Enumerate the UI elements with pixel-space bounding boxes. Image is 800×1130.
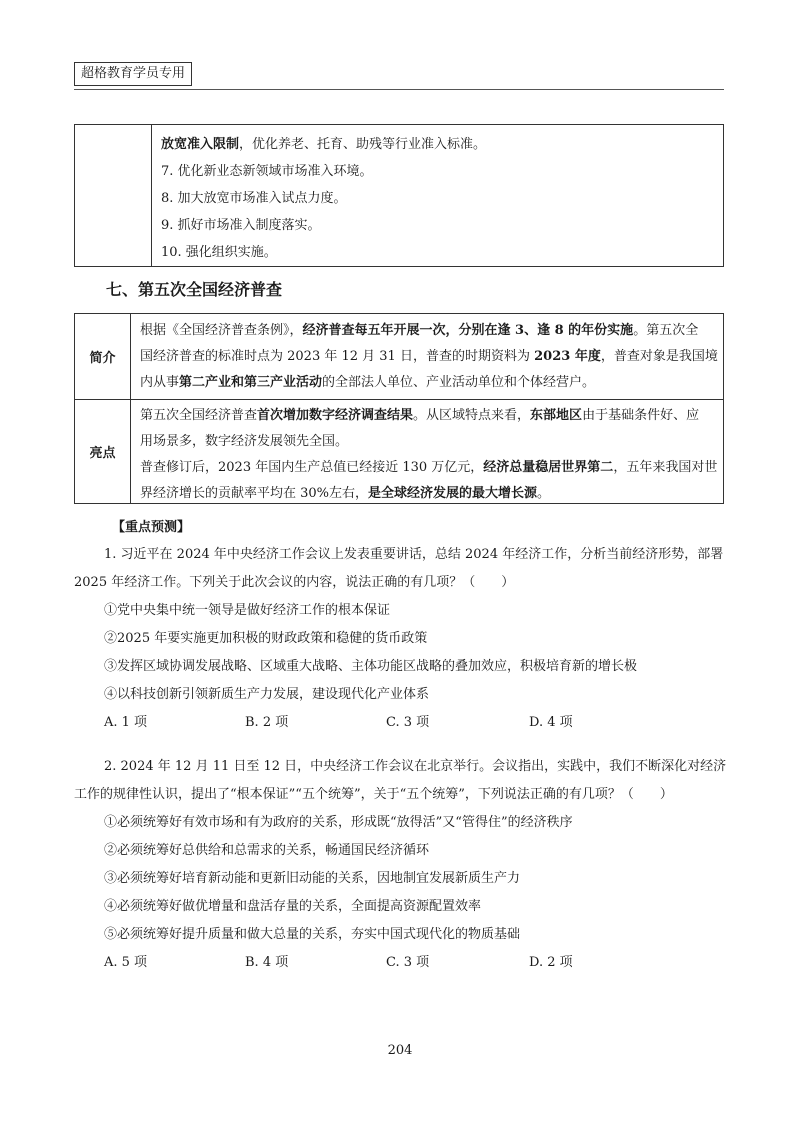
- text: 普查修订后，2023 年国内生产总值已经接近 130 万亿元，: [140, 460, 484, 475]
- question-stem: 2025 年经济工作。下列关于此次会议的内容，说法正确的有几项？（ ）: [74, 575, 515, 590]
- question-stem: 工作的规律性认识，提出了“根本保证”“五个统筹”，关于“五个统筹”，下列说法正确的有几项？（ ）: [74, 787, 673, 802]
- answer-choices: [74, 949, 734, 977]
- choice-d: D. 2 项: [529, 955, 573, 970]
- choice-a: A. 5 项: [104, 955, 148, 970]
- table-left-column: [75, 125, 152, 266]
- question-2: [74, 753, 734, 977]
- option: ③发挥区域协调发展战略、区域重大战略、主体功能区战略的叠加效应，积极培育新的增长极: [104, 659, 638, 674]
- text: 由于基础条件好、应: [582, 408, 700, 423]
- text: 。: [537, 486, 551, 501]
- table-row: [75, 314, 723, 400]
- header-divider: [74, 89, 724, 90]
- choice-a: A. 1 项: [104, 715, 148, 730]
- census-table: [74, 313, 724, 504]
- text: 内从事: [140, 375, 180, 390]
- bold-text: 东部地区: [530, 408, 583, 423]
- bold-text: 放宽准入限制: [161, 137, 240, 152]
- table-row: [75, 399, 723, 503]
- choice-c: C. 3 项: [386, 715, 430, 730]
- option: ①党中央集中统一领导是做好经济工作的根本保证: [104, 603, 391, 618]
- bold-text: 首次增加数字经济调查结果: [257, 408, 414, 423]
- page-number: 204: [387, 1043, 413, 1058]
- table-line: [161, 131, 715, 158]
- option: ②必须统筹好总供给和总需求的关系，畅通国民经济循环: [104, 843, 430, 858]
- table-content: [161, 131, 715, 266]
- bold-text: 经济总量稳居世界第二: [483, 460, 614, 475]
- intro-text: [140, 318, 717, 396]
- answer-choices: [74, 709, 734, 737]
- market-access-table: [74, 124, 724, 267]
- section-title: 七、第五次全国经济普查: [106, 280, 283, 299]
- highlight-label: 亮点: [75, 399, 131, 503]
- text: 根据《全国经济普查条例》，: [140, 323, 303, 338]
- text: 第五次全国经济普查: [140, 408, 258, 423]
- option: ⑤必须统筹好提升质量和做大总量的关系，夯实中国式现代化的物质基础: [104, 927, 521, 942]
- intro-label: 简介: [75, 314, 131, 399]
- choice-b: B. 4 项: [245, 955, 289, 970]
- question-stem: 1. 习近平在 2024 年中央经济工作会议上发表重要讲话，总结 2024 年经济工作，分析当前经济形势，部署: [104, 547, 724, 562]
- text: ，普查对象是我国境: [600, 349, 718, 364]
- question-1: [74, 541, 734, 737]
- bold-text: 第二产业和第三产业活动: [179, 375, 323, 390]
- text: 用场景多，数字经济发展领先全国。: [140, 434, 349, 449]
- option: ④以科技创新引领新质生产力发展，建设现代化产业体系: [104, 687, 430, 702]
- choice-c: C. 3 项: [386, 955, 430, 970]
- option: ①必须统筹好有效市场和有为政府的关系，形成既“放得活”又“管得住”的经济秩序: [104, 815, 573, 830]
- bold-text: 经济普查每五年开展一次，分别在逢 3、逢 8 的年份实施: [302, 323, 634, 338]
- option: ②2025 年要实施更加积极的财政政策和稳健的货币政策: [104, 631, 428, 646]
- bold-text: 是全球经济发展的最大增长源: [368, 486, 538, 501]
- text: ，优化养老、托育、助残等行业准入标准。: [239, 137, 487, 152]
- text: 界经济增长的贡献率平均在 30%左右，: [140, 486, 369, 501]
- option: ③必须统筹好培育新动能和更新旧动能的关系，因地制宜发展新质生产力: [104, 871, 521, 886]
- question-stem: 2. 2024 年 12 月 11 日至 12 日，中央经济工作会议在北京举行。会议指出，实践中，我们不断深化对经济: [104, 759, 727, 774]
- text: 国经济普查的标准时点为 2023 年 12 月 31 日: [140, 349, 413, 364]
- choice-d: D. 4 项: [529, 715, 573, 730]
- list-item: 8. 加大放宽市场准入试点力度。: [161, 191, 347, 206]
- list-item: 10. 强化组织实施。: [161, 245, 277, 260]
- bold-text: 2023 年度: [534, 349, 601, 364]
- predict-title: 【重点预测】: [112, 520, 191, 535]
- header-label: 超格教育学员专用: [74, 62, 192, 86]
- text: 的全部法人单位、产业活动单位和个体经营户。: [322, 375, 596, 390]
- text: ，五年来我国对世: [613, 460, 718, 475]
- choice-b: B. 2 项: [245, 715, 289, 730]
- option: ④必须统筹好做优增量和盘活存量的关系，全面提高资源配置效率: [104, 899, 482, 914]
- highlight-text: [140, 403, 717, 507]
- text: ，普查的时期资料为: [412, 349, 535, 364]
- text: 。从区域特点来看，: [413, 408, 531, 423]
- list-item: 7. 优化新业态新领域市场准入环境。: [161, 164, 373, 179]
- text: 。第五次全: [633, 323, 699, 338]
- list-item: 9. 抓好市场准入制度落实。: [161, 218, 321, 233]
